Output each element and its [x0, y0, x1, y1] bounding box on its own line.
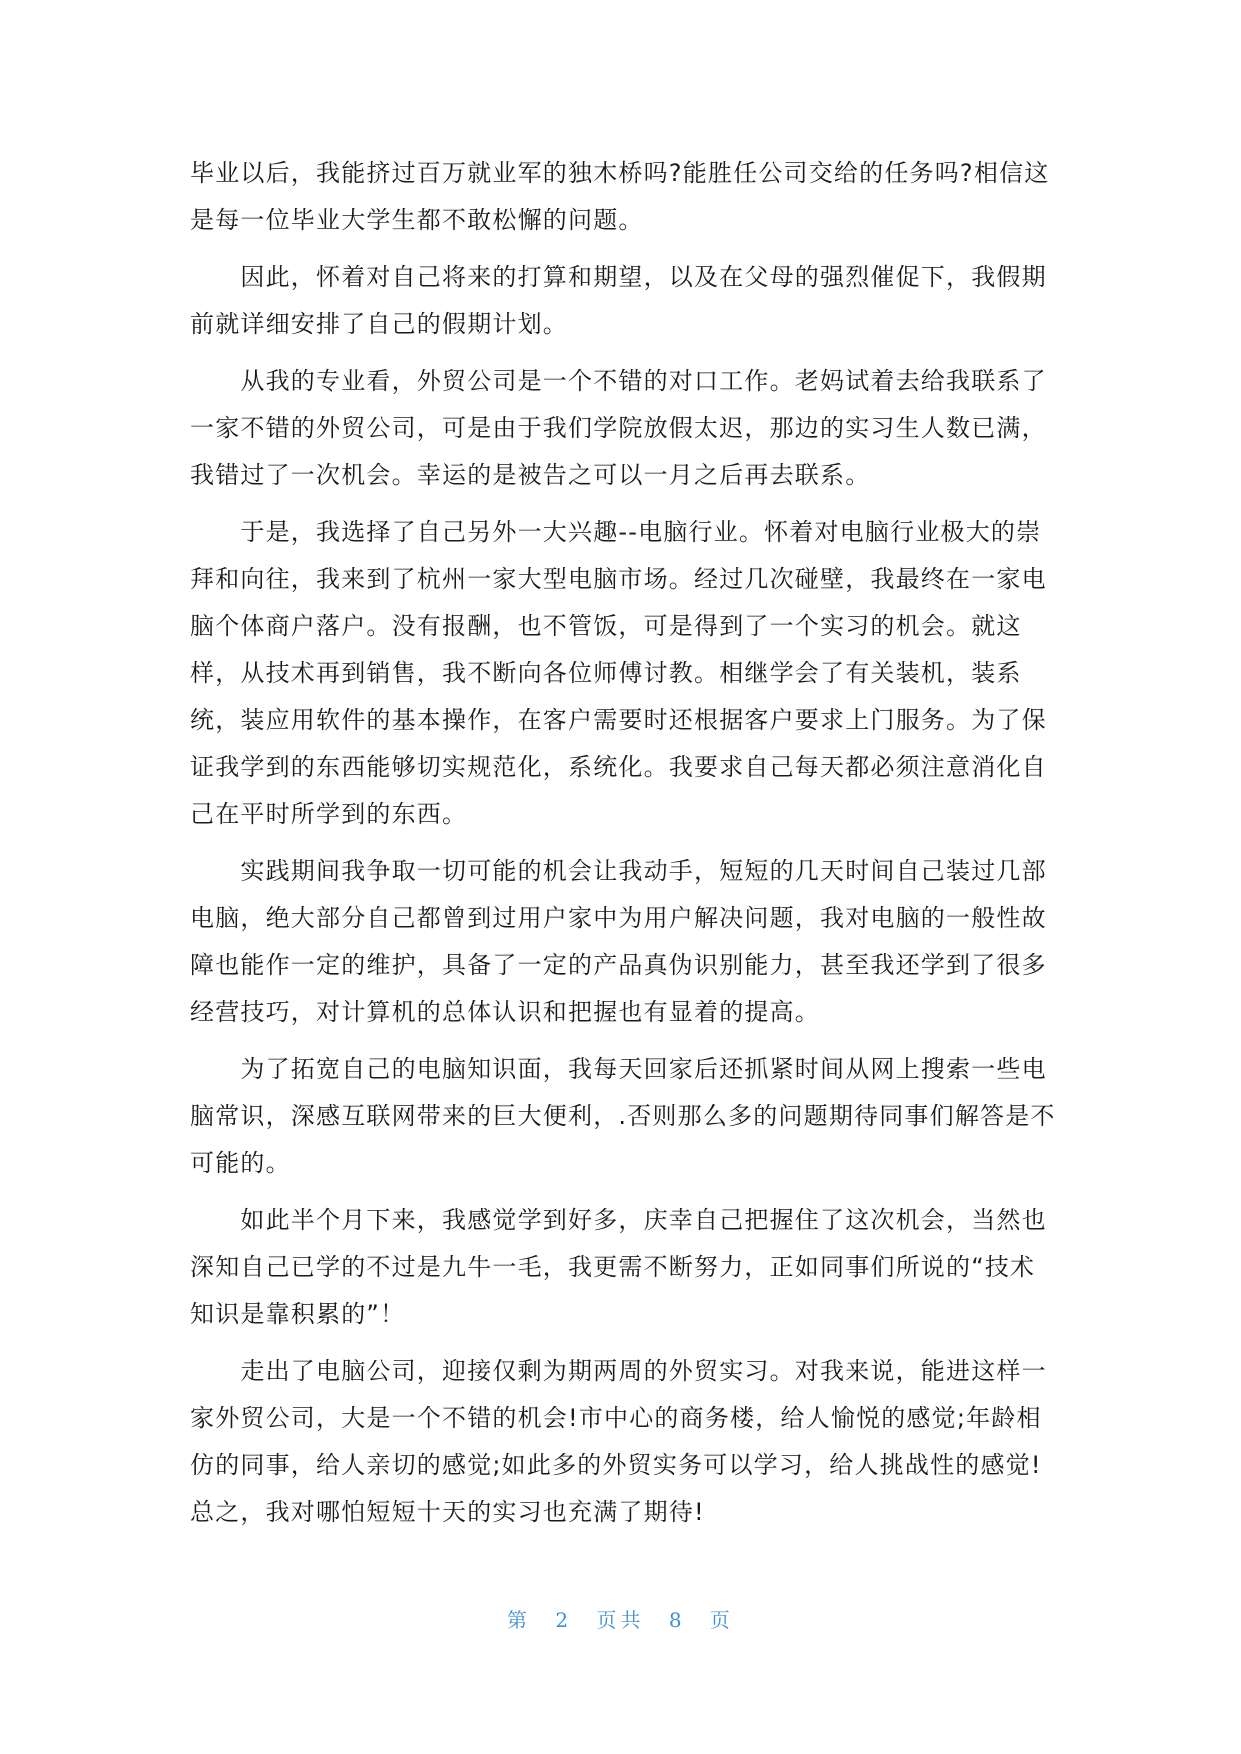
text-line: 我错过了一次机会。幸运的是被告之可以一月之后再去联系。	[190, 461, 871, 489]
paragraph-gap	[190, 348, 1058, 358]
text-line: 己在平时所学到的东西。	[190, 800, 468, 828]
paragraph	[190, 150, 1058, 244]
text-line: 脑常识，深感互联网带来的巨大便利，.否则那么多的问题期待同事们解答是不	[190, 1102, 1056, 1130]
paragraph	[190, 509, 1058, 838]
text-line: 如此半个月下来，我感觉学到好多，庆幸自己把握住了这次机会，当然也	[190, 1206, 1047, 1234]
text-line: 为了拓宽自己的电脑知识面，我每天回家后还抓紧时间从网上搜索一些电	[190, 1055, 1047, 1083]
text-line: 是每一位毕业大学生都不敢松懈的问题。	[190, 206, 644, 234]
paragraph	[190, 254, 1058, 348]
text-line: 一家不错的外贸公司，可是由于我们学院放假太迟，那边的实习生人数已满，	[190, 414, 1047, 442]
text-line: 可能的。	[190, 1149, 291, 1177]
text-line: 从我的专业看，外贸公司是一个不错的对口工作。老妈试着去给我联系了	[190, 367, 1047, 395]
paragraph-gap	[190, 1338, 1058, 1348]
paragraph-gap	[190, 1036, 1058, 1046]
text-line: 实践期间我争取一切可能的机会让我动手，短短的几天时间自己装过几部	[190, 857, 1047, 885]
paragraph-gap	[190, 499, 1058, 509]
document-body	[190, 150, 1058, 1536]
text-line: 于是，我选择了自己另外一大兴趣--电脑行业。怀着对电脑行业极大的崇	[190, 518, 1042, 546]
text-line: 总之，我对哪怕短短十天的实习也充满了期待!	[190, 1498, 705, 1526]
text-line: 毕业以后，我能挤过百万就业军的独木桥吗?能胜任公司交给的任务吗?相信这	[190, 159, 1050, 187]
text-line: 统，装应用软件的基本操作，在客户需要时还根据客户要求上门服务。为了保	[190, 706, 1047, 734]
text-line: 拜和向往，我来到了杭州一家大型电脑市场。经过几次碰壁，我最终在一家电	[190, 565, 1047, 593]
paragraph-gap	[190, 244, 1058, 254]
page-number-footer: 第 2 页共 8 页	[507, 1608, 734, 1632]
text-line: 证我学到的东西能够切实规范化，系统化。我要求自己每天都必须注意消化自	[190, 753, 1047, 781]
text-line: 走出了电脑公司，迎接仅剩为期两周的外贸实习。对我来说，能进这样一	[190, 1357, 1047, 1385]
text-line: 知识是靠积累的”！	[190, 1300, 406, 1328]
text-line: 因此，怀着对自己将来的打算和期望，以及在父母的强烈催促下，我假期	[190, 263, 1047, 291]
paragraph	[190, 1046, 1058, 1187]
text-line: 仿的同事，给人亲切的感觉;如此多的外贸实务可以学习，给人挑战性的感觉!	[190, 1451, 1042, 1479]
paragraph	[190, 1348, 1058, 1536]
text-line: 样，从技术再到销售，我不断向各位师傅讨教。相继学会了有关装机，装系	[190, 659, 1022, 687]
text-line: 深知自己已学的不过是九牛一毛，我更需不断努力，正如同事们所说的“技术	[190, 1253, 1036, 1281]
text-line: 障也能作一定的维护，具备了一定的产品真伪识别能力，甚至我还学到了很多	[190, 951, 1047, 979]
paragraph	[190, 848, 1058, 1036]
paragraph-gap	[190, 1187, 1058, 1197]
paragraph	[190, 358, 1058, 499]
text-line: 脑个体商户落户。没有报酬，也不管饭，可是得到了一个实习的机会。就这	[190, 612, 1022, 640]
text-line: 家外贸公司，大是一个不错的机会!市中心的商务楼，给人愉悦的感觉;年龄相	[190, 1404, 1042, 1432]
text-line: 电脑，绝大部分自己都曾到过用户家中为用户解决问题，我对电脑的一般性故	[190, 904, 1047, 932]
paragraph	[190, 1197, 1058, 1338]
paragraph-gap	[190, 838, 1058, 848]
text-line: 前就详细安排了自己的假期计划。	[190, 310, 568, 338]
text-line: 经营技巧，对计算机的总体认识和把握也有显着的提高。	[190, 998, 820, 1026]
